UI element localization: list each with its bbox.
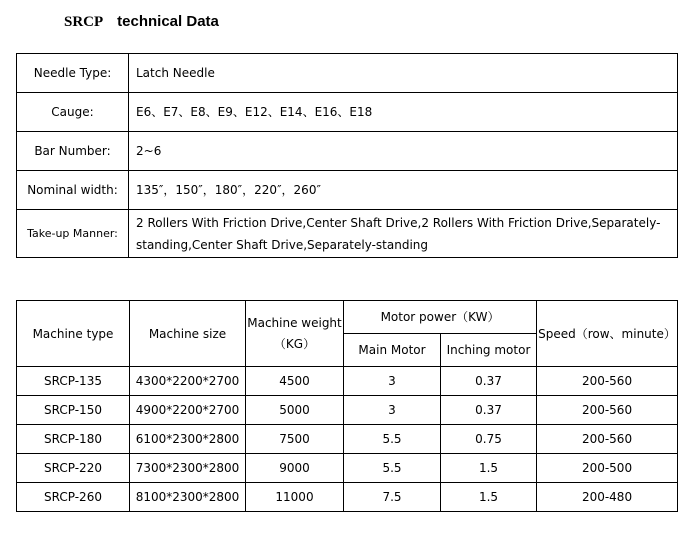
header-machine-size: Machine size: [130, 301, 246, 367]
cell-main-motor: 7.5: [344, 483, 441, 512]
table-row: [17, 367, 678, 396]
cell-inching-motor: 1.5: [441, 454, 537, 483]
spec-label: Take-up Manner:: [17, 210, 129, 258]
spec-value: Latch Needle: [129, 54, 678, 93]
cell-inching-motor: 0.37: [441, 396, 537, 425]
spec-value: E6、E7、E8、E9、E12、E14、E16、E18: [129, 93, 678, 132]
spec-value: 2 Rollers With Friction Drive,Center Shaft Drive,2 Rollers With Friction Drive,Separately-standing,Center Shaft Drive,Separately-standing: [129, 210, 678, 258]
cell-main-motor: 5.5: [344, 425, 441, 454]
header-motor-power: Motor power（KW）: [344, 301, 537, 334]
machines-header-row: [17, 301, 678, 334]
cell-type: SRCP-180: [17, 425, 130, 454]
header-main-motor: Main Motor: [344, 334, 441, 367]
specs-table: [16, 53, 678, 258]
spec-value: 135″，150″，180″，220″，260″: [129, 171, 678, 210]
cell-main-motor: 3: [344, 367, 441, 396]
cell-type: SRCP-220: [17, 454, 130, 483]
spec-value: 2~6: [129, 132, 678, 171]
cell-weight: 9000: [246, 454, 344, 483]
cell-inching-motor: 1.5: [441, 483, 537, 512]
spec-label: Nominal width:: [17, 171, 129, 210]
cell-size: 8100*2300*2800: [130, 483, 246, 512]
header-machine-weight: Machine weight（KG）: [246, 301, 344, 367]
cell-inching-motor: 0.37: [441, 367, 537, 396]
cell-type: SRCP-150: [17, 396, 130, 425]
spec-label: Bar Number:: [17, 132, 129, 171]
cell-weight: 11000: [246, 483, 344, 512]
spec-label: Cauge:: [17, 93, 129, 132]
table-row: [17, 483, 678, 512]
spec-row-nominal-width: [17, 171, 678, 210]
cell-inching-motor: 0.75: [441, 425, 537, 454]
cell-size: 4300*2200*2700: [130, 367, 246, 396]
spec-row-take-up-manner: [17, 210, 678, 258]
table-row: [17, 454, 678, 483]
cell-size: 4900*2200*2700: [130, 396, 246, 425]
cell-speed: 200-560: [537, 425, 678, 454]
machines-table: [16, 300, 678, 512]
cell-main-motor: 3: [344, 396, 441, 425]
cell-weight: 4500: [246, 367, 344, 396]
header-speed: Speed（row、minute）: [537, 301, 678, 367]
cell-speed: 200-480: [537, 483, 678, 512]
cell-main-motor: 5.5: [344, 454, 441, 483]
cell-type: SRCP-260: [17, 483, 130, 512]
header-machine-type: Machine type: [17, 301, 130, 367]
cell-weight: 5000: [246, 396, 344, 425]
cell-type: SRCP-135: [17, 367, 130, 396]
title-model: SRCP: [64, 14, 104, 30]
spec-label: Needle Type:: [17, 54, 129, 93]
cell-size: 6100*2300*2800: [130, 425, 246, 454]
spec-row-needle-type: [17, 54, 678, 93]
title-subtitle: technical Data: [117, 13, 219, 30]
spec-row-gauge: [17, 93, 678, 132]
cell-speed: 200-500: [537, 454, 678, 483]
cell-weight: 7500: [246, 425, 344, 454]
table-row: [17, 425, 678, 454]
spec-row-bar-number: [17, 132, 678, 171]
header-inching-motor: Inching motor: [441, 334, 537, 367]
cell-speed: 200-560: [537, 396, 678, 425]
page-title: [64, 12, 219, 31]
cell-speed: 200-560: [537, 367, 678, 396]
table-row: [17, 396, 678, 425]
cell-size: 7300*2300*2800: [130, 454, 246, 483]
